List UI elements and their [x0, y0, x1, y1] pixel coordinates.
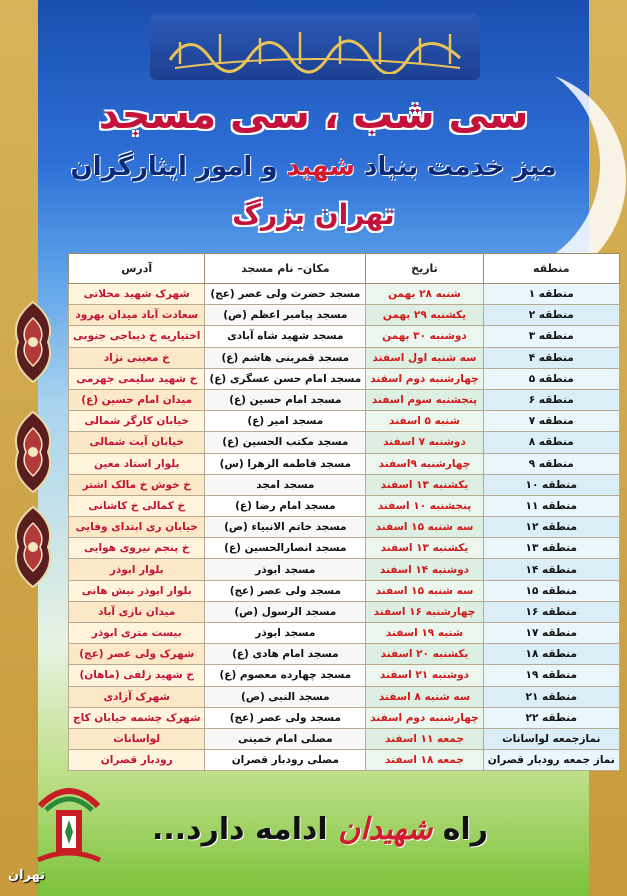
table-row [69, 495, 620, 516]
cell-place: مسجد الرسول (ص) [205, 601, 366, 622]
cell-date: شنبه ۱۹ اسفند [366, 623, 484, 644]
table-row [69, 368, 620, 389]
cell-date: چهارشنبه ۹اسفند [366, 453, 484, 474]
cell-date: سه شنبه ۱۵ اسفند [366, 517, 484, 538]
cell-place: مسجد امام هادی (ع) [205, 644, 366, 665]
table-row [69, 474, 620, 495]
cell-date: یکشنبه ۱۳ اسفند [366, 538, 484, 559]
table-row [69, 601, 620, 622]
cell-region: منطقه ۵ [483, 368, 619, 389]
table-row [69, 728, 620, 749]
cell-region: منطقه ۱۶ [483, 601, 619, 622]
cell-address: شهرک ولی عصر (عج) [69, 644, 205, 665]
cell-date: چهارشنبه ۱۶ اسفند [366, 601, 484, 622]
foundation-logo [32, 776, 106, 872]
cell-region: منطقه ۳ [483, 326, 619, 347]
cell-date: دوشنبه ۲۱ اسفند [366, 665, 484, 686]
cell-place: مسجد النبی (ص) [205, 686, 366, 707]
cell-address: خیابان کارگر شمالی [69, 411, 205, 432]
main-title: سی شب ، سی مسجد [98, 92, 529, 138]
header-region: منطقه [483, 254, 619, 284]
cell-region: منطقه ۲ [483, 305, 619, 326]
cell-date: چهارشنبه دوم اسفند [366, 368, 484, 389]
cell-address: لواسانات [69, 728, 205, 749]
cell-place: مسجد امام حسن عسگری (ع) [205, 368, 366, 389]
footer-part-2: ادامه دارد... [151, 812, 339, 847]
cell-region: منطقه ۱۲ [483, 517, 619, 538]
cell-place: مسجد ابوذر [205, 623, 366, 644]
cell-date: یکشنبه ۲۹ بهمن [366, 305, 484, 326]
subtitle-highlight: شهید [286, 152, 355, 182]
subtitle-part-1: میز خدمت بنیاد [354, 152, 557, 182]
cell-place: مسجد امام حسین (ع) [205, 389, 366, 410]
cell-address: خ شهید زلفی (ماهان) [69, 665, 205, 686]
cell-region: نمازجمعه لواسانات [483, 728, 619, 749]
cell-address: شهرک چشمه خیابان کاج [69, 707, 205, 728]
cell-place: مسجد فاطمه الزهرا (س) [205, 453, 366, 474]
cell-address: خ شهید سلیمی جهرمی [69, 368, 205, 389]
cell-address: شهرک آزادی [69, 686, 205, 707]
header-date: تاریخ [366, 254, 484, 284]
cell-place: مسجد ولی عصر (عج) [205, 580, 366, 601]
cell-place: مسجد ولی عصر (عج) [205, 707, 366, 728]
cell-date: شنبه ۵ اسفند [366, 411, 484, 432]
cell-date: سه شنبه ۸ اسفند [366, 686, 484, 707]
cell-place: مسجد انصارالحسین (ع) [205, 538, 366, 559]
table-row [69, 750, 620, 771]
footer-slogan [150, 812, 490, 847]
cell-place: مسجد مکتب الحسین (ع) [205, 432, 366, 453]
table-row [69, 389, 620, 410]
cell-region: منطقه ۹ [483, 453, 619, 474]
table-row [69, 453, 620, 474]
table-row [69, 305, 620, 326]
cell-region: منطقه ۱۱ [483, 495, 619, 516]
table-row [69, 707, 620, 728]
cell-address: میدان امام حسین (ع) [69, 389, 205, 410]
header-place: مکان– نام مسجد [205, 254, 366, 284]
cell-place: مسجد امجد [205, 474, 366, 495]
table-row [69, 411, 620, 432]
cell-region: منطقه ۱۷ [483, 623, 619, 644]
cell-date: پنجشنبه سوم اسفند [366, 389, 484, 410]
cell-date: شنبه ۲۸ بهمن [366, 284, 484, 305]
cell-region: منطقه ۱۰ [483, 474, 619, 495]
cell-address: بلوار ابوذر [69, 559, 205, 580]
cell-date: چهارشنبه دوم اسفند [366, 707, 484, 728]
cell-date: دوشنبه ۷ اسفند [366, 432, 484, 453]
cell-region: منطقه ۱۸ [483, 644, 619, 665]
ornament-left-top-icon [4, 300, 62, 384]
cell-address: خ کمالی خ کاشانی [69, 495, 205, 516]
table-row [69, 559, 620, 580]
cell-place: مسجد حضرت ولی عصر (عج) [205, 284, 366, 305]
cell-region: منطقه ۲۱ [483, 686, 619, 707]
cell-region: منطقه ۲۲ [483, 707, 619, 728]
cell-place: مسجد پیامبر اعظم (ص) [205, 305, 366, 326]
subtitle-part-2: و امور ایثارگران [70, 152, 287, 182]
cell-region: منطقه ۶ [483, 389, 619, 410]
cell-region: نماز جمعه رودبار قصران [483, 750, 619, 771]
cell-address: میدان نازی آباد [69, 601, 205, 622]
cell-place: مسجد چهارده معصوم (ع) [205, 665, 366, 686]
cell-region: منطقه ۸ [483, 432, 619, 453]
calligraphy-artwork [160, 20, 470, 74]
cell-address: سعادت آباد میدان بهرود [69, 305, 205, 326]
cell-address: خیابان ری ابتدای وفایی [69, 517, 205, 538]
city-title: تهران بزرگ [232, 198, 395, 231]
schedule-table [68, 253, 620, 771]
cell-address: خیابان آیت شمالی [69, 432, 205, 453]
cell-place: مسجد ابوذر [205, 559, 366, 580]
table-row [69, 517, 620, 538]
table-row [69, 580, 620, 601]
table-row [69, 644, 620, 665]
cell-place: مسجد خاتم الانبیاء (ص) [205, 517, 366, 538]
table-row [69, 623, 620, 644]
subtitle [0, 152, 627, 182]
cell-region: منطقه ۴ [483, 347, 619, 368]
header-address: آدرس [69, 254, 205, 284]
cell-region: منطقه ۷ [483, 411, 619, 432]
table-header-row [69, 254, 620, 284]
table-row [69, 284, 620, 305]
cell-place: مصلی رودبار قصران [205, 750, 366, 771]
ornament-left-low-icon [4, 505, 62, 589]
table-row [69, 326, 620, 347]
footer-part-1: راه [432, 812, 488, 847]
cell-address: بلوار استاد معین [69, 453, 205, 474]
cell-place: مسجد شهید شاه آبادی [205, 326, 366, 347]
cell-date: سه شنبه ۱۵ اسفند [366, 580, 484, 601]
cell-region: منطقه ۱ [483, 284, 619, 305]
cell-date: سه شنبه اول اسفند [366, 347, 484, 368]
table-row [69, 432, 620, 453]
cell-place: مسجد قمربنی هاشم (ع) [205, 347, 366, 368]
calligraphy-banner [150, 14, 480, 80]
cell-place: مسجد امیر (ع) [205, 411, 366, 432]
cell-address: اختیاریه خ دیباجی جنوبی [69, 326, 205, 347]
cell-region: منطقه ۱۹ [483, 665, 619, 686]
cell-address: رودبار قصران [69, 750, 205, 771]
cell-date: یکشنبه ۲۰ اسفند [366, 644, 484, 665]
cell-place: مصلی امام خمینی [205, 728, 366, 749]
table-row [69, 686, 620, 707]
ornament-left-mid-icon [4, 410, 62, 494]
cell-address: خ معینی نژاد [69, 347, 205, 368]
table-row [69, 538, 620, 559]
cell-region: منطقه ۱۳ [483, 538, 619, 559]
cell-region: منطقه ۱۵ [483, 580, 619, 601]
cell-date: دوشنبه ۳۰ بهمن [366, 326, 484, 347]
cell-address: بیست متری ابوذر [69, 623, 205, 644]
table-row [69, 665, 620, 686]
cell-address: خ پنجم نیروی هوایی [69, 538, 205, 559]
logo-city-label: تهران [8, 868, 46, 883]
cell-date: دوشنبه ۱۴ اسفند [366, 559, 484, 580]
cell-date: جمعه ۱۱ اسفند [366, 728, 484, 749]
cell-region: منطقه ۱۴ [483, 559, 619, 580]
cell-address: شهرک شهید محلاتی [69, 284, 205, 305]
cell-address: خ خوش خ مالک اشتر [69, 474, 205, 495]
table-row [69, 347, 620, 368]
cell-date: جمعه ۱۸ اسفند [366, 750, 484, 771]
cell-address: بلوار ابوذر نبش هانی [69, 580, 205, 601]
cell-date: پنجشنبه ۱۰ اسفند [366, 495, 484, 516]
cell-place: مسجد امام رضا (ع) [205, 495, 366, 516]
cell-date: یکشنبه ۱۳ اسفند [366, 474, 484, 495]
footer-highlight: شهیدان [338, 812, 433, 847]
